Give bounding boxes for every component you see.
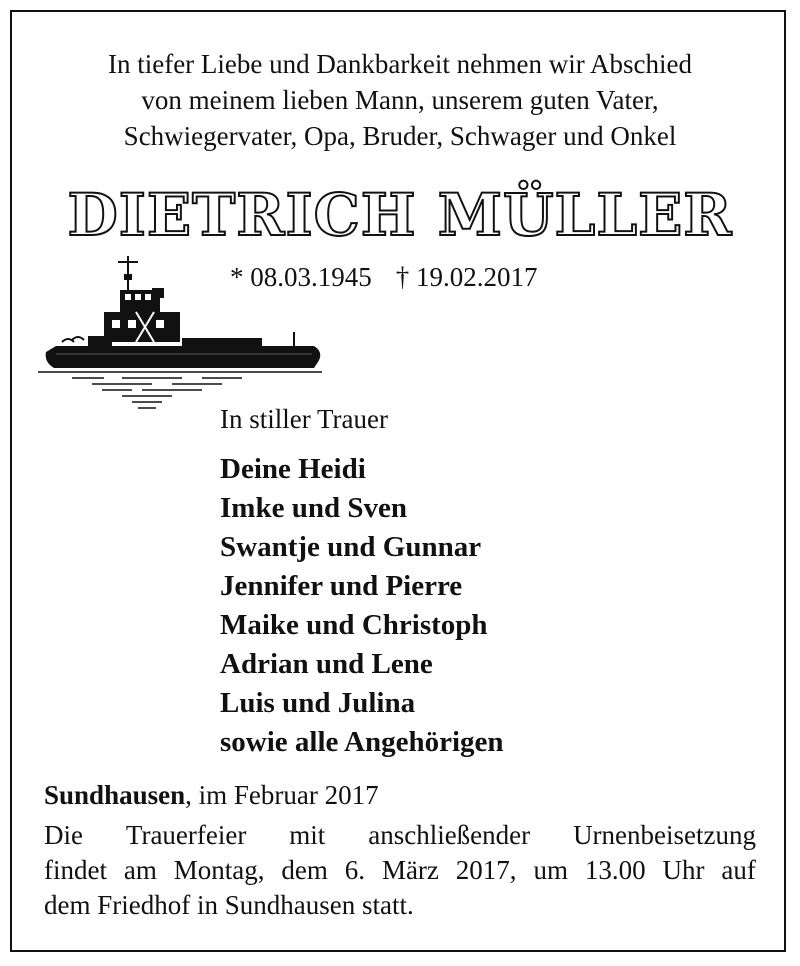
funeral-word: mit [289, 820, 326, 850]
funeral-word: findet [44, 855, 107, 885]
funeral-word: Uhr [662, 855, 705, 885]
death-date: † 19.02.2017 [395, 262, 538, 292]
funeral-word: am [123, 855, 157, 885]
funeral-line [44, 853, 756, 888]
place-town: Sundhausen [44, 780, 186, 810]
funeral-word: Montag, [173, 855, 265, 885]
family-member: Swantje und Gunnar [220, 531, 482, 563]
family-list [220, 450, 504, 762]
funeral-word: 2017, [455, 855, 517, 885]
family-member: Jennifer und Pierre [220, 570, 463, 602]
funeral-word: März [381, 855, 439, 885]
funeral-word: 13.00 [584, 855, 646, 885]
birth-date: * 08.03.1945 [230, 262, 372, 292]
funeral-word: dem [281, 855, 328, 885]
intro-line: von meinem lieben Mann, unserem guten Vater, [141, 85, 659, 115]
funeral-line [44, 818, 756, 853]
funeral-word: um [533, 855, 568, 885]
funeral-info [44, 818, 756, 923]
funeral-word: anschließender [368, 820, 531, 850]
life-dates [230, 262, 562, 293]
family-member: Maike und Christoph [220, 609, 488, 641]
family-member: sowie alle Angehörigen [220, 726, 504, 758]
funeral-word: auf [721, 855, 756, 885]
deceased-name: DIETRICH MÜLLER [67, 181, 733, 249]
family-member: Adrian und Lene [220, 648, 433, 680]
intro-text [12, 46, 788, 154]
funeral-word: Trauerfeier [125, 820, 247, 850]
family-member: Luis und Julina [220, 687, 416, 719]
intro-line: Schwiegervater, Opa, Bruder, Schwager und Onkel [123, 121, 677, 151]
family-member: Imke und Sven [220, 492, 407, 524]
place-month: , im Februar 2017 [185, 780, 379, 810]
funeral-word: Urnenbeisetzung [573, 820, 756, 850]
funeral-word: 6. [344, 855, 366, 885]
family-member: Deine Heidi [220, 453, 366, 485]
intro-line: In tiefer Liebe und Dankbarkeit nehmen wir Abschied [107, 49, 693, 79]
obituary-notice [10, 10, 786, 952]
funeral-line: dem Friedhof in Sundhausen statt. [44, 890, 414, 920]
place-date [44, 780, 379, 811]
funeral-word: Die [44, 820, 83, 850]
mourning-phrase: In stiller Trauer [220, 404, 388, 434]
